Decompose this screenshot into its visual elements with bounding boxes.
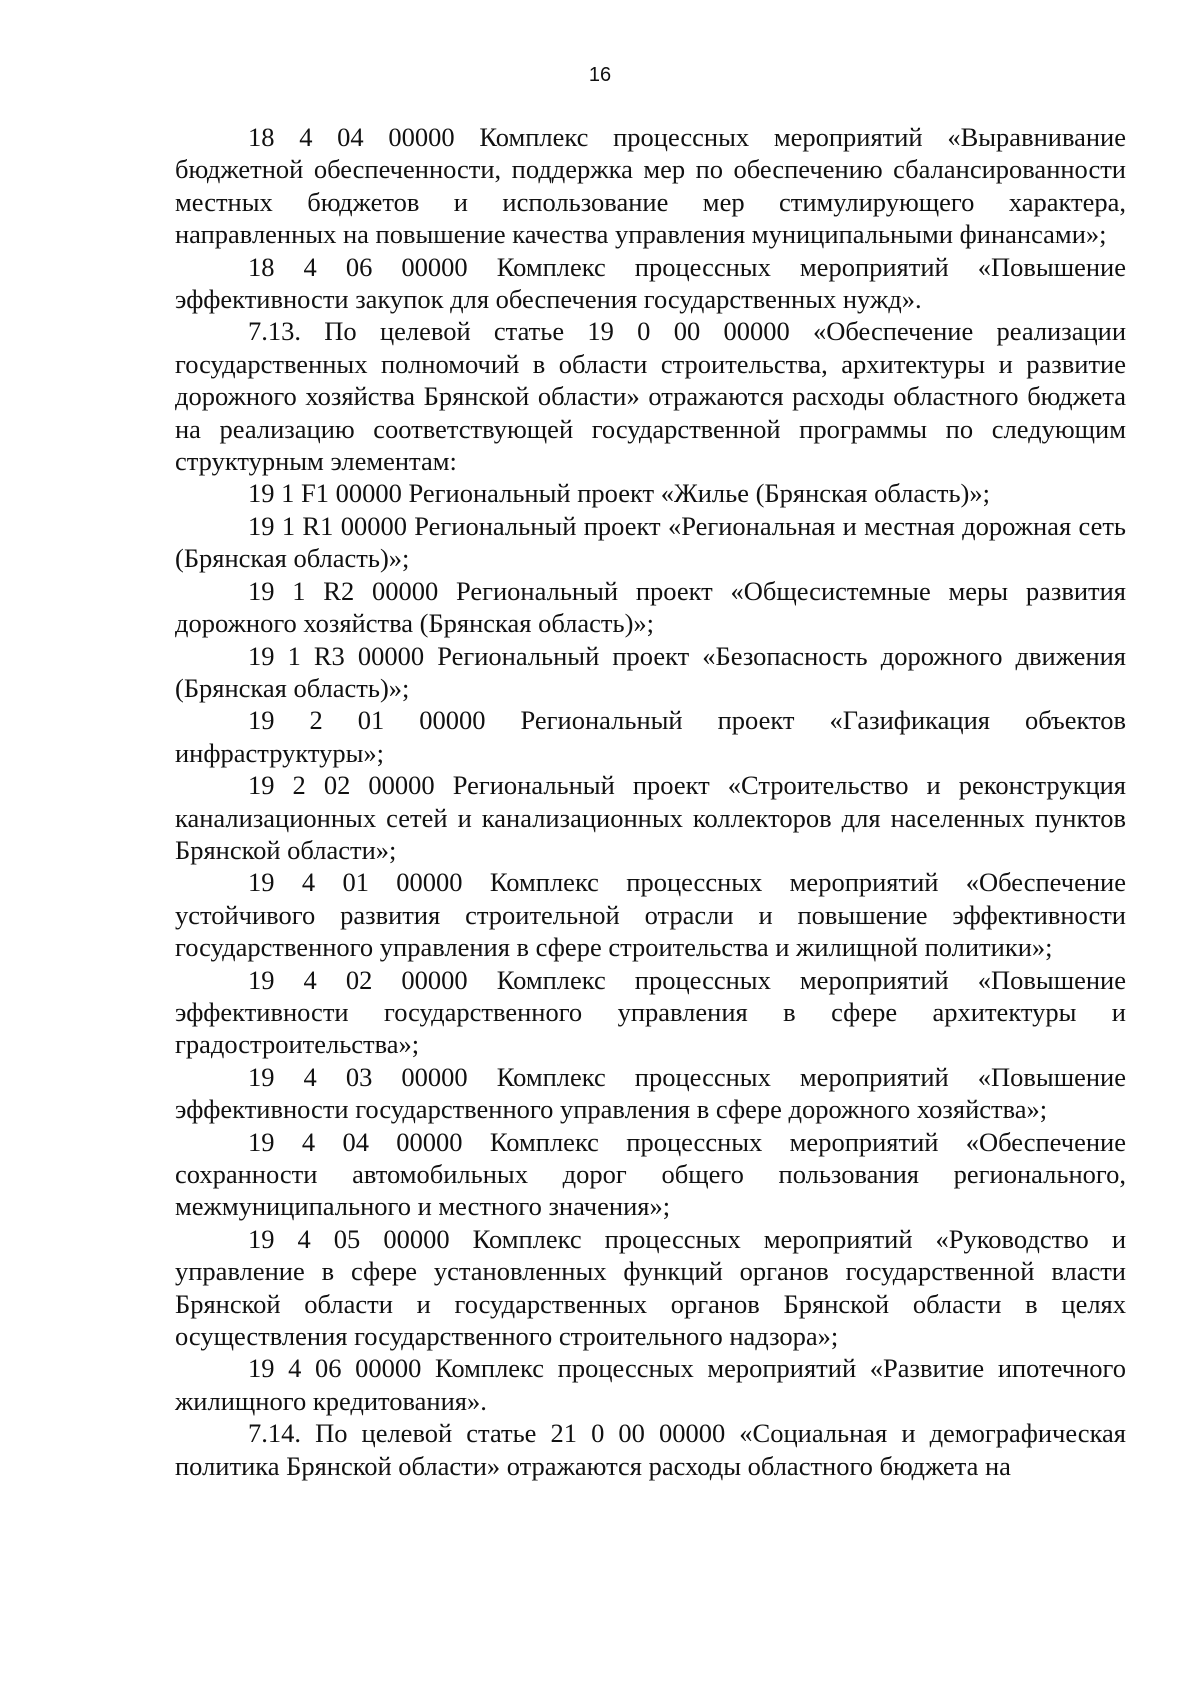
paragraph-19-1-r2: 19 1 R2 00000 Региональный проект «Общесистемные меры развития дорожного хозяйства (Брянская область)»;	[175, 575, 1126, 639]
document-body	[175, 121, 1126, 1482]
paragraph-19-4-06: 19 4 06 00000 Комплекс процессных мероприятий «Развитие ипотечного жилищного кредитования».	[175, 1353, 1126, 1416]
paragraph-19-2-01: 19 2 01 00000 Региональный проект «Газификация объектов инфраструктуры»;	[175, 705, 1126, 768]
paragraph-7-14: 7.14. По целевой статье 21 0 00 00000 «Социальная и демографическая политика Брянской области» отражаются расходы областного бюджета на	[175, 1418, 1126, 1481]
paragraph-19-4-03: 19 4 03 00000 Комплекс процессных мероприятий «Повышение эффективности государственного управления в сфере дорожного хозяйства»;	[175, 1061, 1126, 1125]
paragraph-19-1-f1: 19 1 F1 00000 Региональный проект «Жилье (Брянская область)»;	[248, 478, 990, 509]
paragraph-18-4-06: 18 4 06 00000 Комплекс процессных мероприятий «Повышение эффективности закупок для обеспечения государственных нужд».	[175, 251, 1126, 315]
paragraph-19-4-02: 19 4 02 00000 Комплекс процессных мероприятий «Повышение эффективности государственного управления в сфере архитектуры и градостроительства»;	[175, 964, 1126, 1060]
page-number: 16	[588, 64, 612, 86]
paragraph-19-1-r3: 19 1 R3 00000 Региональный проект «Безопасность дорожного движения (Брянская область)»;	[175, 640, 1126, 703]
paragraph-19-4-04: 19 4 04 00000 Комплекс процессных мероприятий «Обеспечение сохранности автомобильных дорог общего пользования регионального, межмуниципального и местного значения»;	[175, 1126, 1126, 1222]
paragraph-18-4-04: 18 4 04 00000 Комплекс процессных мероприятий «Выравнивание бюджетной обеспеченности, поддержка мер по обеспечению сбалансированности местных бюджетов и использование мер стимулирующего характера, направленных на повышение качества управления муниципальными финансами»;	[175, 122, 1126, 250]
paragraph-7-13: 7.13. По целевой статье 19 0 00 00000 «Обеспечение реализации государственных полномочий в области строительства, архитектуры и развитие дорожного хозяйства Брянской области» отражаются расходы областного бюджета на реализацию соответствующей государственной программы по следующим структурным элементам:	[175, 316, 1126, 477]
paragraph-19-4-01: 19 4 01 00000 Комплекс процессных мероприятий «Обеспечение устойчивого развития строительной отрасли и повышение эффективности государственного управления в сфере строительства и жилищной политики»;	[175, 867, 1126, 963]
paragraph-19-4-05: 19 4 05 00000 Комплекс процессных мероприятий «Руководство и управление в сфере установленных функций органов государственной власти Брянской области и государственных органов Брянской области в целях осуществления государственного строительного надзора»;	[175, 1223, 1126, 1352]
paragraph-19-2-02: 19 2 02 00000 Региональный проект «Строительство и реконструкция канализационных сетей и канализационных коллекторов для населенных пунктов Брянской области»;	[175, 770, 1126, 865]
paragraph-19-1-r1: 19 1 R1 00000 Региональный проект «Региональная и местная дорожная сеть (Брянская область)»;	[175, 510, 1126, 574]
